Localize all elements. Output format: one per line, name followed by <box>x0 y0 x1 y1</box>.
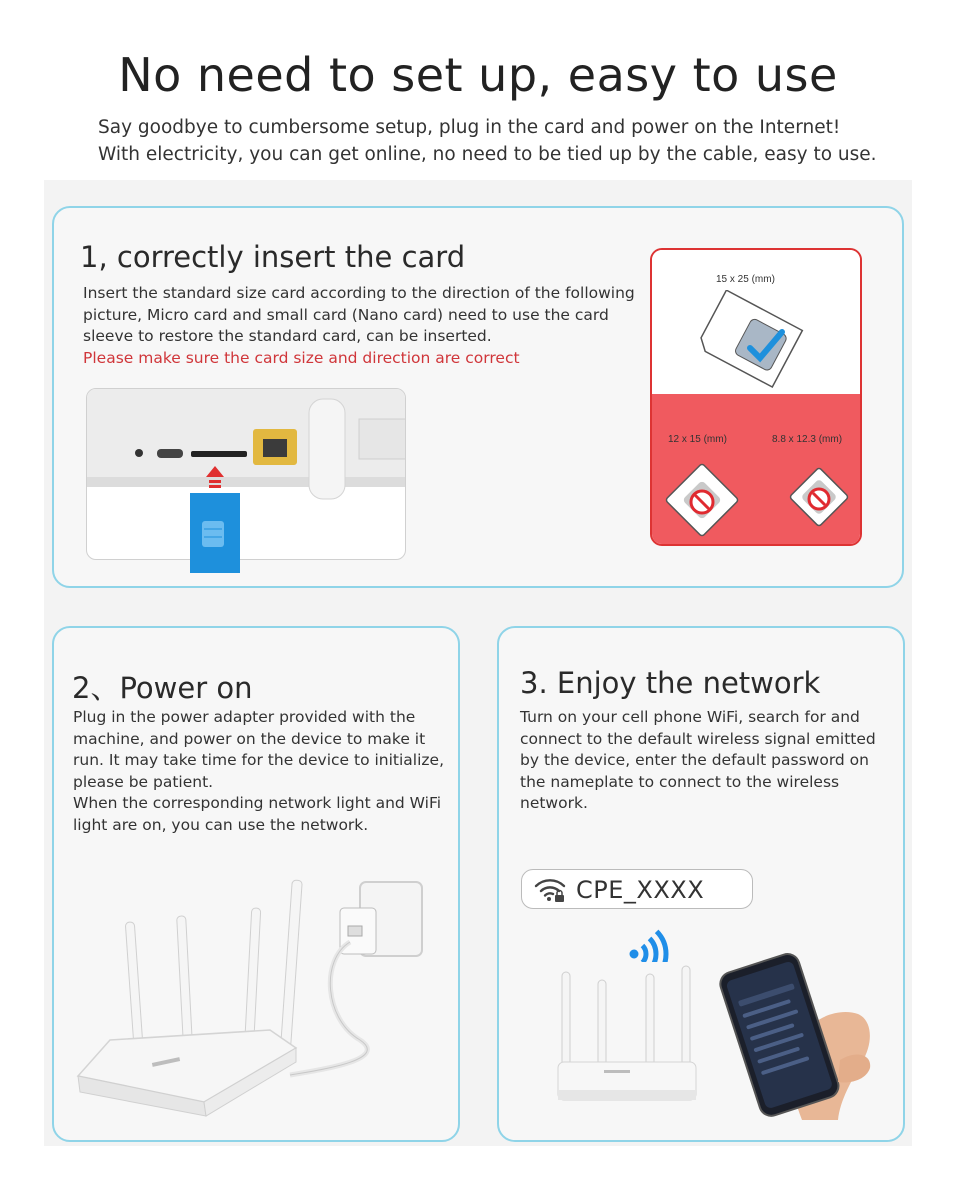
router-ports-illustration <box>87 389 406 560</box>
antenna-2 <box>177 916 193 1044</box>
wifi-lock-icon <box>534 877 566 903</box>
step1-heading: 1, correctly insert the card <box>80 240 466 274</box>
micro-sim-wrong-icon <box>662 460 742 540</box>
sim-standard-label: 15 x 25 (mm) <box>716 274 775 285</box>
step1-warning: Please make sure the card size and direction are correct <box>83 348 520 367</box>
step3-line-2: connect to the default wireless signal emitted <box>520 729 876 748</box>
subtitle-line-2: With electricity, you can get online, no need to be tied up by the cable, easy to use. <box>98 144 877 165</box>
page-title: No need to set up, easy to use <box>118 48 838 102</box>
step2-line-2: machine, and power on the device to make it <box>73 729 426 748</box>
router-with-power-adapter-image <box>70 870 450 1130</box>
router-front-3 <box>558 1090 696 1100</box>
wifi-network-item[interactable] <box>521 869 753 909</box>
antenna-3 <box>245 908 261 1044</box>
power-jack <box>135 449 143 457</box>
sim-card-icon <box>190 493 240 573</box>
nano-sim-wrong-icon <box>784 462 854 532</box>
step1-line-3: sleeve to restore the standard card, can be inserted. <box>83 327 492 345</box>
step2-line-4: please be patient. <box>73 772 214 791</box>
usb-c-port <box>157 449 183 458</box>
step3-line-1: Turn on your cell phone WiFi, search for and <box>520 708 860 726</box>
sim-insert-arrow-icon <box>200 462 230 492</box>
page-subtitle <box>98 114 877 168</box>
step3-heading: 3. Enjoy the network <box>520 666 821 700</box>
step2-line-6: light are on, you can use the network. <box>73 815 369 834</box>
router-body <box>87 389 406 477</box>
step2-heading: 2、Power on <box>72 671 253 705</box>
standard-sim-correct-icon <box>692 290 812 390</box>
sim-slot <box>191 451 247 457</box>
router-lower-edge <box>87 477 406 487</box>
sim-nano-label: 8.8 x 12.3 (mm) <box>772 434 843 445</box>
router-logo-3 <box>604 1070 630 1073</box>
antenna-base <box>309 399 345 499</box>
router-and-phone-image <box>540 950 900 1120</box>
usb-plug <box>348 926 362 936</box>
step2-line-1: Plug in the power adapter provided with the <box>73 708 416 726</box>
thumb <box>838 1054 870 1082</box>
router-ports-photo <box>86 388 406 560</box>
power-cable <box>290 942 367 1075</box>
step2-description <box>73 707 444 836</box>
step1-line-2: picture, Micro card and small card (Nano card) need to use the card <box>83 305 609 324</box>
step3-description <box>520 707 876 815</box>
wifi-network-name: CPE_XXXX <box>576 876 705 904</box>
step1-description <box>83 283 635 369</box>
sim-micro-label: 12 x 15 (mm) <box>668 434 727 445</box>
step3-line-5: network. <box>520 794 588 812</box>
side-block <box>359 419 406 459</box>
step2-line-5: When the corresponding network light and WiFi <box>73 794 442 812</box>
antenna-1 <box>125 922 143 1052</box>
ethernet-port-inner <box>263 439 287 457</box>
step2-line-3: run. It may take time for the device to initialize, <box>73 751 445 769</box>
sim-size-diagram <box>650 248 862 546</box>
antenna-4 <box>280 880 302 1050</box>
step1-line-1: Insert the standard size card according to the direction of the following <box>83 284 635 302</box>
step3-line-3: by the device, enter the default password on <box>520 751 869 769</box>
step3-line-4: the nameplate to connect to the wireless <box>520 772 840 791</box>
subtitle-line-1: Say goodbye to cumbersome setup, plug in the card and power on the Internet! <box>98 117 841 138</box>
